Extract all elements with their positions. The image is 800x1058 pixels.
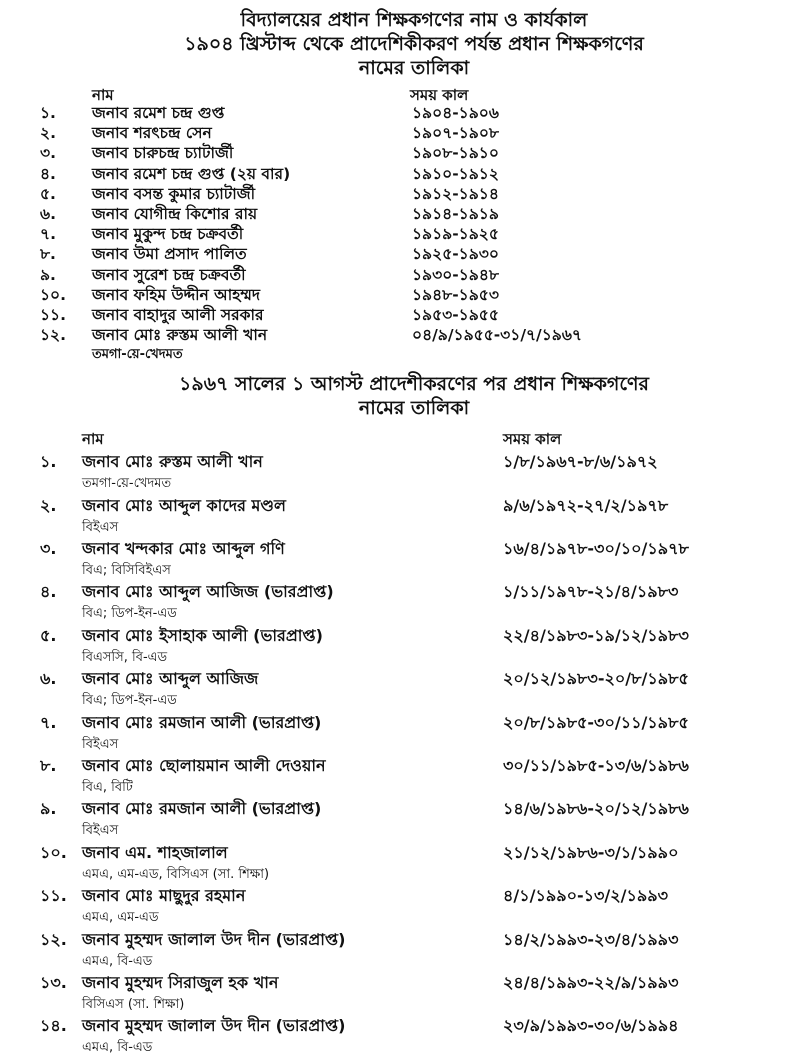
list-item — [40, 537, 788, 580]
item-main-line — [40, 537, 788, 562]
item-period: ১৯১৪-১৯১৯ — [412, 205, 499, 224]
item-name: জনাব মুহম্মদ জালাল উদ দীন (ভারপ্রাপ্ত) — [82, 1016, 346, 1036]
item-name: জনাব মোঃ আব্দুল আজিজ — [82, 669, 259, 689]
section2-header-name: নাম — [82, 430, 104, 449]
item-number: ৭. — [40, 712, 57, 732]
section2-title-line2: নামের তালিকা — [358, 397, 470, 420]
item-number: ৬. — [40, 669, 57, 689]
item-period: ১৬/৪/১৯৭৮-৩০/১০/১৯৭৮ — [503, 539, 689, 559]
item-name: জনাব মোঃ রমজান আলী (ভারপ্রাপ্ত) — [82, 799, 322, 819]
item-number: ১৩. — [40, 972, 67, 992]
item-qualification: বিএ; ডিপ-ইন-এড — [82, 693, 177, 709]
item-period: ১৯৩০-১৯৪৮ — [412, 265, 499, 284]
item-number: ১১. — [40, 886, 67, 906]
item-name: জনাব মোঃ ছোলায়মান আলী দেওয়ান — [82, 755, 326, 775]
item-main-line — [40, 1014, 788, 1039]
item-main-line — [40, 971, 788, 996]
item-qualification: বিএ; ডিপ-ইন-এড — [82, 606, 177, 622]
item-main-line — [40, 754, 788, 779]
item-name: জনাব এম. শাহজালাল — [82, 842, 228, 862]
item-number: ৬. — [40, 205, 56, 224]
item-main-line — [40, 841, 788, 866]
item-number: ১৪. — [40, 1016, 67, 1036]
list-item — [40, 667, 788, 710]
item-number: ১. — [40, 452, 57, 472]
item-qualification: তমগা-য়ে-খেদমত — [82, 476, 172, 492]
item-number: ৯. — [40, 265, 56, 284]
section2-header — [40, 428, 788, 450]
list-item — [40, 450, 788, 493]
item-name: জনাব মোঃ রুস্তম আলী খান — [92, 326, 268, 345]
item-name: জনাব বসন্ত কুমার চ্যাটার্জী — [92, 184, 256, 203]
list-item — [40, 754, 788, 797]
item-number: ১২. — [40, 326, 67, 345]
item-main-line — [40, 667, 788, 692]
item-period: ১৯১০-১৯১২ — [412, 164, 499, 183]
item-name: জনাব রমেশ চন্দ্র গুপ্ত (২য় বার) — [92, 164, 291, 183]
list-item — [40, 580, 788, 623]
item-name: জনাব সুরেশ চন্দ্র চক্রবর্তী — [92, 265, 246, 284]
item-period: ১৯০৭-১৯০৮ — [412, 124, 499, 143]
list-item — [40, 711, 788, 754]
list-item — [40, 1014, 788, 1057]
item-period: ২২/৪/১৯৮৩-১৯/১২/১৯৮৩ — [503, 625, 689, 645]
item-period: ০৪/৯/১৯৫৫-৩১/৭/১৯৬৭ — [412, 326, 582, 345]
item-qualification: এমএ, বি-এড — [82, 953, 153, 969]
item-period: ২৪/৪/১৯৯৩-২২/৯/১৯৯৩ — [503, 972, 679, 992]
item-name: জনাব মোঃ রমজান আলী (ভারপ্রাপ্ত) — [82, 712, 322, 732]
item-period: ১৯৪৮-১৯৫৩ — [412, 285, 499, 304]
item-name: জনাব মুহম্মদ জালাল উদ দীন (ভারপ্রাপ্ত) — [82, 929, 346, 949]
document-title: বিদ্যালয়ের প্রধান শিক্ষকগণের নাম ও কার্যকাল — [240, 9, 588, 31]
item-period: ৩০/১১/১৯৮৫-১৩/৬/১৯৮৬ — [503, 755, 689, 775]
item-period: ১৯০৮-১৯১০ — [412, 144, 499, 163]
list-item — [40, 797, 788, 840]
item-qualification: বিইএস — [82, 519, 119, 535]
item-number: ৪. — [40, 164, 56, 183]
item-qualification: বিসিএস (সা. শিক্ষা) — [82, 996, 185, 1012]
section1-header-period: সময় কাল — [410, 86, 469, 104]
item-number: ৮. — [40, 755, 57, 775]
item-main-line — [40, 624, 788, 649]
item-number: ১১. — [40, 305, 67, 324]
item-main-line — [40, 928, 788, 953]
item-main-line — [40, 884, 788, 909]
item-name: জনাব খন্দকার মোঃ আব্দুল গণি — [82, 539, 285, 559]
item-name: জনাব বাহাদুর আলী সরকার — [92, 305, 264, 324]
item-name: জনাব মোঃ মাছুদুর রহমান — [82, 886, 246, 906]
item-period: ২৩/৯/১৯৯৩-৩০/৬/১৯৯৪ — [503, 1016, 679, 1036]
item-number: ৪. — [40, 582, 57, 602]
item-period: ১৯১৯-১৯২৫ — [412, 225, 499, 244]
item-name: জনাব চারুচন্দ্র চ্যাটার্জী — [92, 144, 234, 163]
section1-title-line1: ১৯০৪ খ্রিস্টাব্দ থেকে প্রাদেশিকীকরণ পর্যন্ত প্রধান শিক্ষকগণের — [184, 33, 644, 55]
item-period: ১/৮/১৯৬৭-৮/৬/১৯৭২ — [503, 452, 658, 472]
item-name: জনাব মোঃ আব্দুল কাদের মণ্ডল — [82, 495, 286, 515]
item-number: ১০. — [40, 285, 67, 304]
section2-title-line1: ১৯৬৭ সালের ১ আগস্ট প্রাদেশীকরণের পর প্রধান শিক্ষকগণের — [179, 373, 649, 396]
item-name: জনাব রমেশ চন্দ্র গুপ্ত — [92, 104, 225, 123]
item-name: জনাব যোগীন্দ্র কিশোর রায় — [92, 205, 258, 224]
item-period: ১৯২৫-১৯৩০ — [412, 245, 499, 264]
list-item — [40, 624, 788, 667]
item-qualification: এমএ, বি-এড — [82, 1040, 153, 1056]
item-period: ১/১১/১৯৭৮-২১/৪/১৯৮৩ — [503, 582, 679, 602]
item-period: ২০/১২/১৯৮৩-২০/৮/১৯৮৫ — [503, 669, 689, 689]
item-name: জনাব মোঃ ইসাহাক আলী (ভারপ্রাপ্ত) — [82, 625, 323, 645]
item-number: ৭. — [40, 225, 56, 244]
item-period: ১৯১২-১৯১৪ — [412, 184, 499, 203]
item-qualification: বিইএস — [82, 736, 119, 752]
item-number: ৫. — [40, 184, 56, 203]
item-qualification: বিএ; বিসিবিইএস — [82, 563, 171, 579]
item-qualification: এমএ, এম-এড — [82, 910, 159, 926]
item-name: জনাব ফহিম উদ্দীন আহম্মদ — [92, 285, 261, 304]
section1-list — [40, 104, 788, 346]
item-number: ৮. — [40, 245, 56, 264]
item-qualification: এমএ, এম-এড, বিসিএস (সা. শিক্ষা) — [82, 866, 270, 882]
item-qualification: বিএসসি, বি-এড — [82, 649, 168, 665]
item-name: জনাব মোঃ আব্দুল আজিজ (ভারপ্রাপ্ত) — [82, 582, 334, 602]
item-name: জনাব মোঃ রুস্তম আলী খান — [82, 452, 263, 472]
item-number: ১. — [40, 104, 56, 123]
item-number: ১০. — [40, 842, 67, 862]
item-name: জনাব শরৎচন্দ্র সেন — [92, 124, 212, 143]
section1-header-name: নাম — [92, 86, 114, 104]
item-period: ১৪/২/১৯৯৩-২৩/৪/১৯৯৩ — [503, 929, 679, 949]
item-main-line — [40, 797, 788, 822]
list-item — [40, 494, 788, 537]
item-name: জনাব মুকুন্দ চন্দ্র চক্রবর্তী — [92, 225, 244, 244]
item-number: ৩. — [40, 539, 57, 559]
list-item — [40, 326, 788, 346]
item-period: ৪/১/১৯৯০-১৩/২/১৯৯৩ — [503, 886, 669, 906]
list-item — [40, 841, 788, 884]
list-item — [40, 971, 788, 1014]
item-main-line — [40, 494, 788, 519]
item-main-line — [40, 711, 788, 736]
list-item — [40, 884, 788, 927]
item-name: জনাব মুহম্মদ সিরাজুল হক খান — [82, 972, 279, 992]
item-number: ৫. — [40, 625, 57, 645]
item-qualification: বিইএস — [82, 823, 119, 839]
item-number: ২. — [40, 124, 56, 143]
item-period: ১৯৫৩-১৯৫৫ — [412, 305, 499, 324]
item-number: ৯. — [40, 799, 57, 819]
item-name: জনাব উমা প্রসাদ পালিত — [92, 245, 247, 264]
item-period: ১৪/৬/১৯৮৬-২০/১২/১৯৮৬ — [503, 799, 689, 819]
item-main-line — [40, 450, 788, 475]
item-period: ৯/৬/১৯৭২-২৭/২/১৯৭৮ — [503, 495, 669, 515]
item-main-line — [40, 580, 788, 605]
section2-list — [40, 450, 788, 1057]
section2-header-period: সময় কাল — [503, 430, 562, 449]
item-period: ২০/৮/১৯৮৫-৩০/১১/১৯৮৫ — [503, 712, 689, 732]
list-item — [40, 928, 788, 971]
item-number: ২. — [40, 495, 57, 515]
item-qualification: বিএ, বিটি — [82, 779, 133, 795]
item-period: ১৯০৪-১৯০৬ — [412, 104, 499, 123]
item-period: ২১/১২/১৯৮৬-৩/১/১৯৯০ — [503, 842, 679, 862]
section1-title-line2: নামের তালিকা — [358, 57, 470, 79]
item-number: ১২. — [40, 929, 67, 949]
section1-last-subtitle: তমগা-য়ে-খেদমত — [92, 347, 183, 363]
item-number: ৩. — [40, 144, 56, 163]
